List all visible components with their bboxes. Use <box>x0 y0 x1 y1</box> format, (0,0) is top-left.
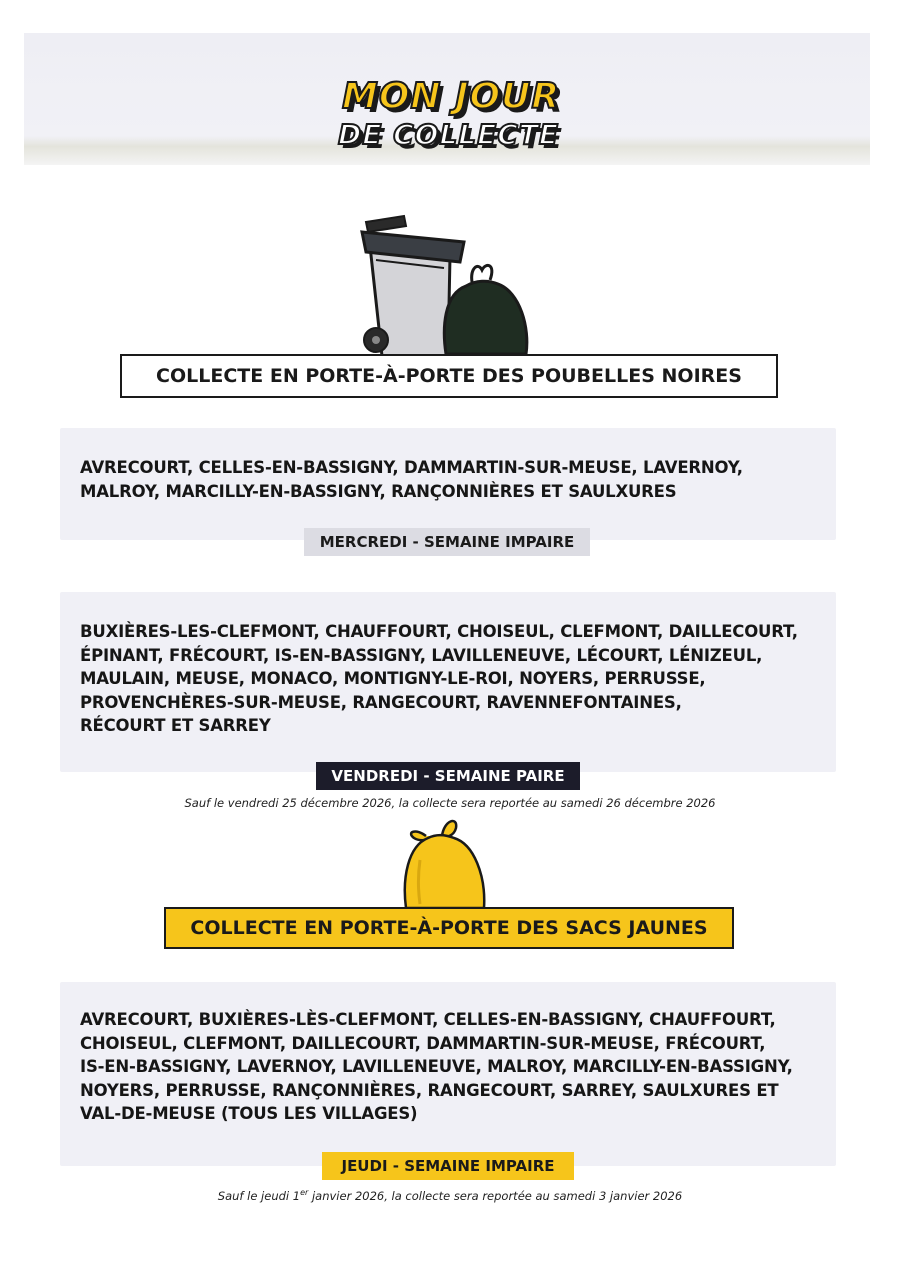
yellow-bag-icon <box>396 814 492 910</box>
town-line: BUXIÈRES-LES-CLEFMONT, CHAUFFOURT, CHOISEUL, CLEFMONT, DAILLECOURT, <box>80 622 798 641</box>
yellow-bags-label: COLLECTE EN PORTE-À-PORTE DES SACS JAUNES <box>164 907 734 949</box>
town-line: IS-EN-BASSIGNY, LAVERNOY, LAVILLENEUVE, MALROY, MARCILLY-EN-BASSIGNY, <box>80 1057 793 1076</box>
towns-list-thursday <box>80 1008 820 1126</box>
towns-list-wednesday <box>80 456 820 503</box>
title-line-2: DE COLLECTE <box>338 118 560 151</box>
thursday-exception-note <box>100 1188 800 1203</box>
town-line: NOYERS, PERRUSSE, RANÇONNIÈRES, RANGECOURT, SARREY, SAULXURES ET <box>80 1080 779 1100</box>
collection-day-thursday: JEUDI - SEMAINE IMPAIRE <box>322 1152 574 1180</box>
page-title <box>318 68 590 164</box>
town-line: ÉPINANT, FRÉCOURT, IS-EN-BASSIGNY, LAVILLENEUVE, LÉCOURT, LÉNIZEUL, <box>80 645 763 665</box>
black-bins-label: COLLECTE EN PORTE-À-PORTE DES POUBELLES NOIRES <box>120 354 778 398</box>
town-line: AVRECOURT, BUXIÈRES-LÈS-CLEFMONT, CELLES-EN-BASSIGNY, CHAUFFOURT, <box>80 1010 776 1029</box>
town-line: RÉCOURT ET SARREY <box>80 716 271 735</box>
note-superscript: er <box>300 1188 309 1197</box>
town-line: PROVENCHÈRES-SUR-MEUSE, RANGECOURT, RAVENNEFONTAINES, <box>80 692 682 712</box>
note-prefix: Sauf le jeudi 1 <box>217 1188 301 1203</box>
collection-day-wednesday: MERCREDI - SEMAINE IMPAIRE <box>304 528 590 556</box>
town-line: CHOISEUL, CLEFMONT, DAILLECOURT, DAMMARTIN-SUR-MEUSE, FRÉCOURT, <box>80 1033 766 1053</box>
collection-day-friday: VENDREDI - SEMAINE PAIRE <box>316 762 580 790</box>
town-line: MAULAIN, MEUSE, MONACO, MONTIGNY-LE-ROI, NOYERS, PERRUSSE, <box>80 669 706 688</box>
friday-exception-note: Sauf le vendredi 25 décembre 2026, la collecte sera reportée au samedi 26 décembre 2026 <box>184 796 716 810</box>
black-bag-icon <box>440 258 532 356</box>
town-line: AVRECOURT, CELLES-EN-BASSIGNY, DAMMARTIN-SUR-MEUSE, LAVERNOY, <box>80 458 743 477</box>
note-suffix: janvier 2026, la collecte sera reportée au samedi 3 janvier 2026 <box>308 1188 683 1203</box>
town-line: MALROY, MARCILLY-EN-BASSIGNY, RANÇONNIÈRES ET SAULXURES <box>80 481 677 501</box>
title-line-1: MON JOUR <box>342 76 561 117</box>
towns-list-friday <box>80 620 820 738</box>
town-line: VAL-DE-MEUSE (TOUS LES VILLAGES) <box>80 1104 418 1123</box>
